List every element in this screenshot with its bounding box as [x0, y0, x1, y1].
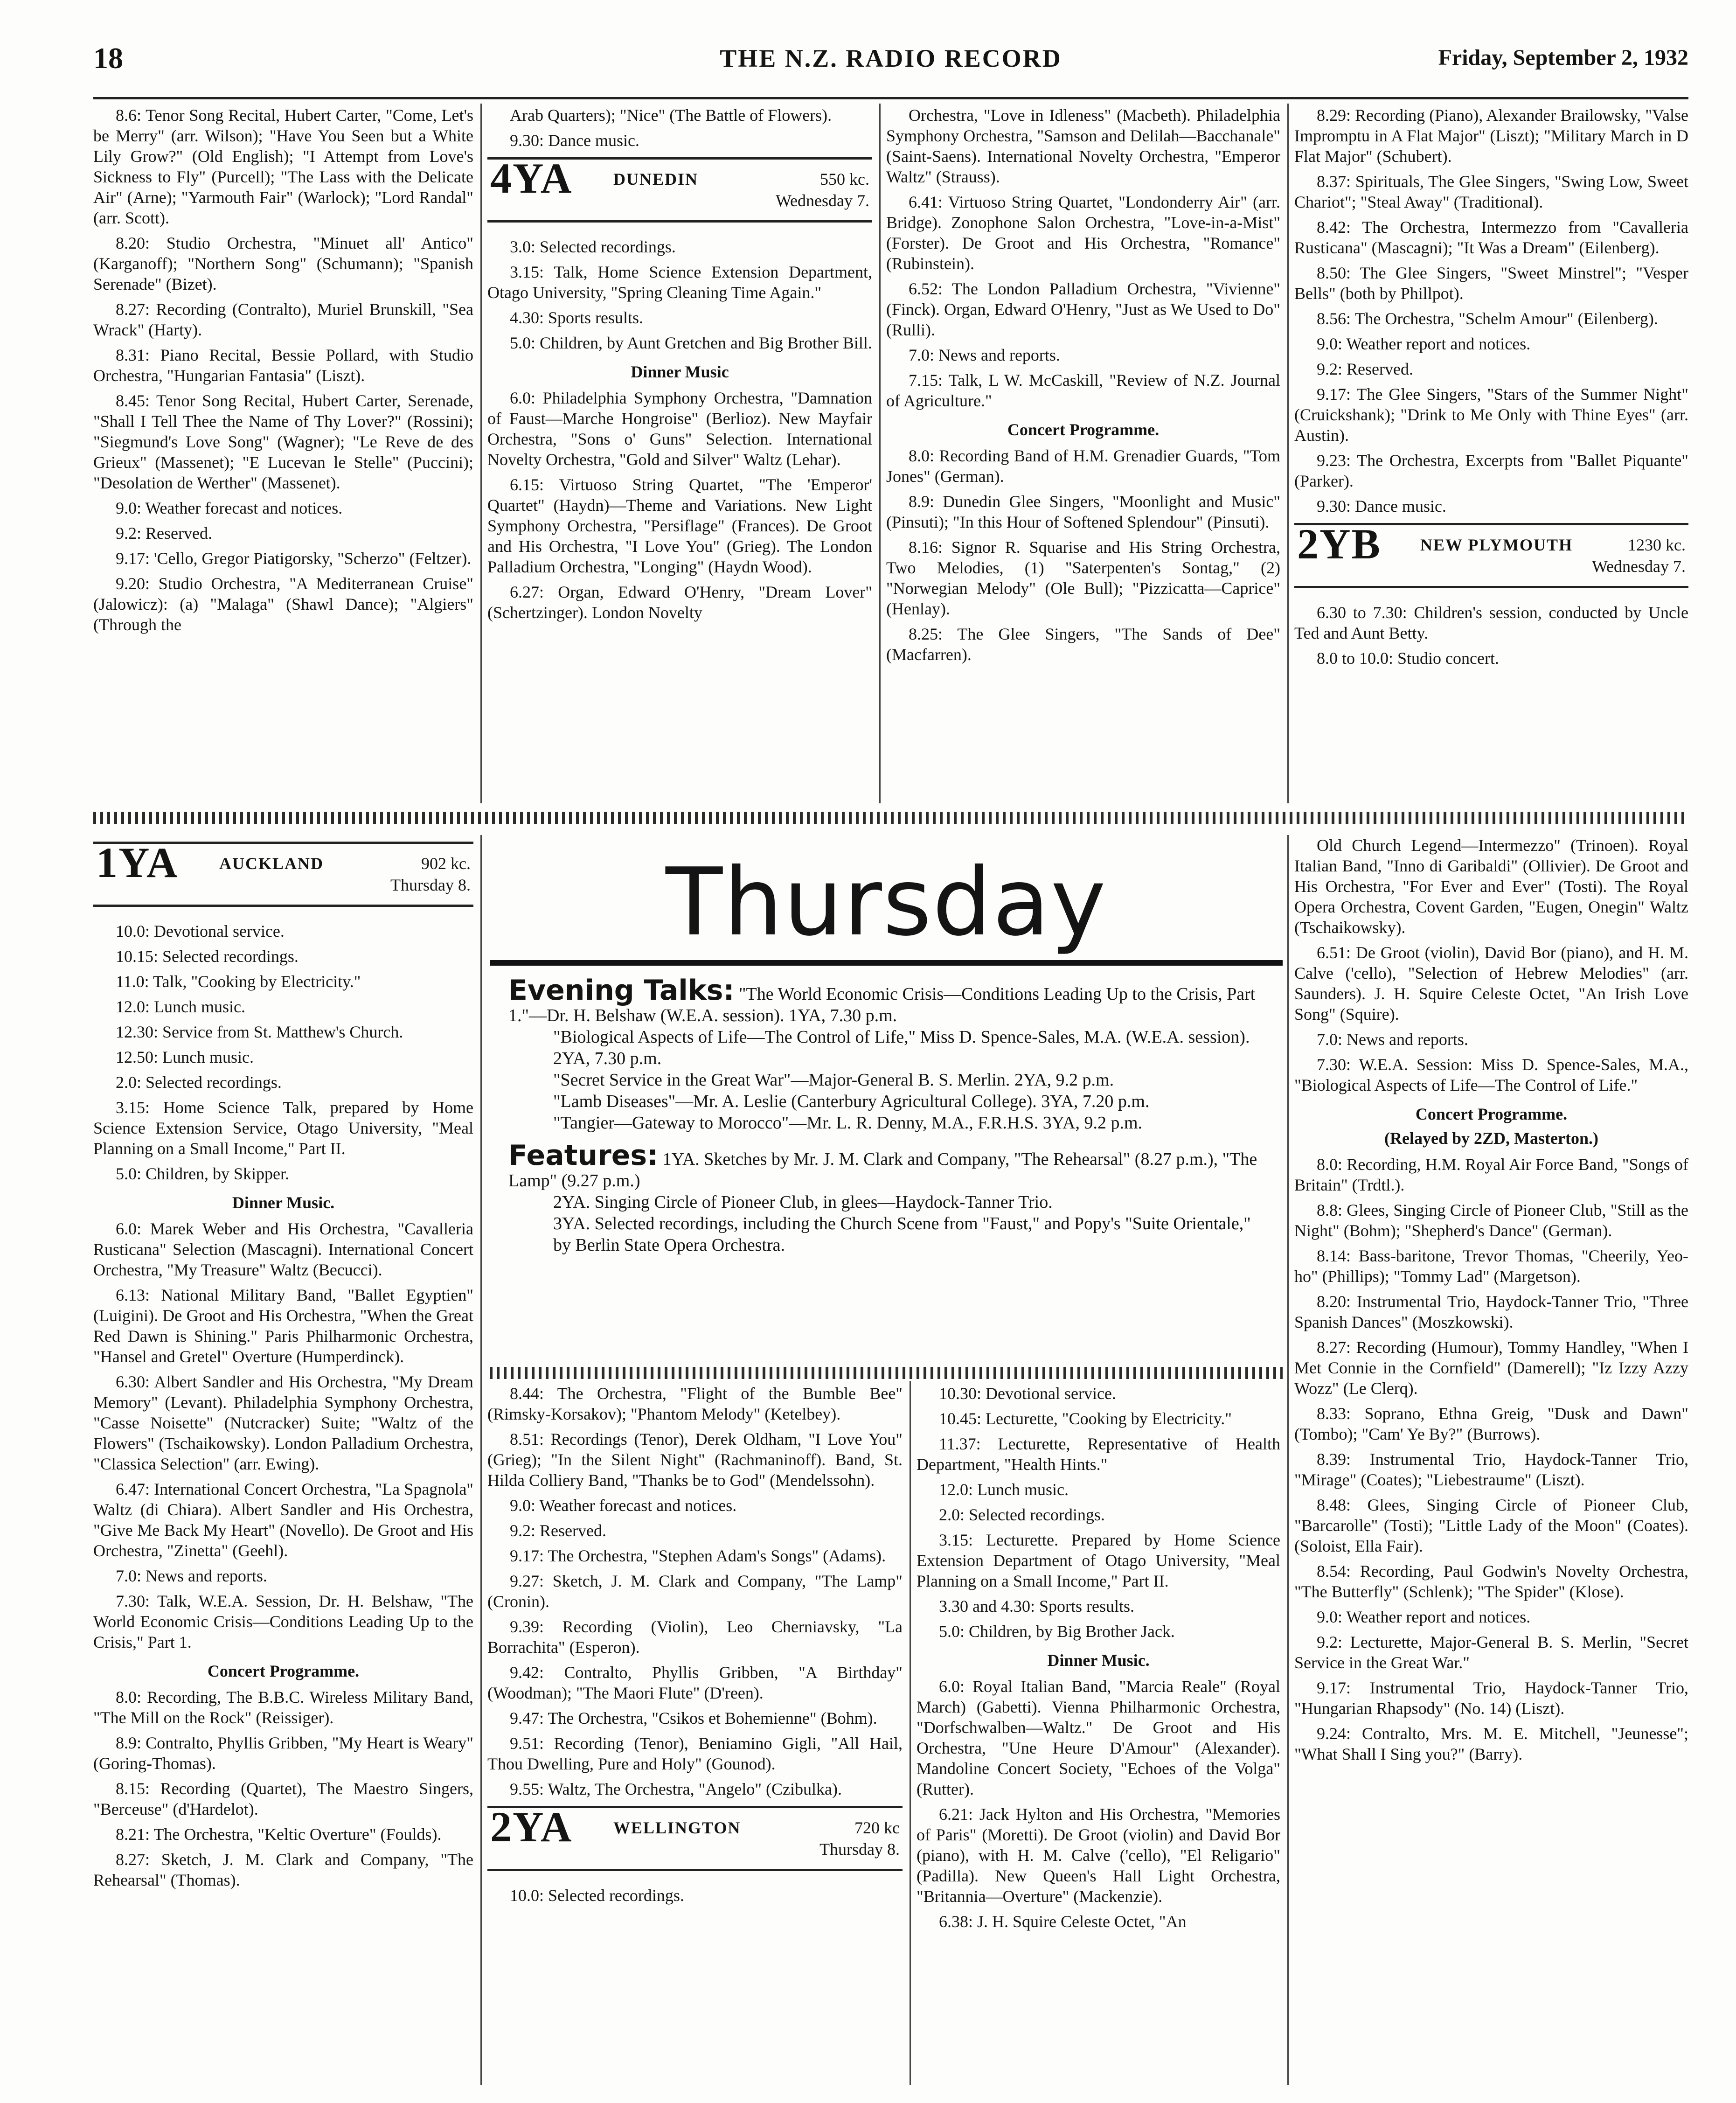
programme-item: 8.39: Instrumental Trio, Haydock-Tanner Trio, "Mirage" (Coates); "Liebestraume" (Liszt).: [1294, 1450, 1688, 1489]
wednesday-column-2: [487, 105, 872, 805]
programme-item: 3.15: Lecturette. Prepared by Home Science Extension Department of Otago University, "Meal Planning on a Small Income," Part II.: [917, 1531, 1280, 1590]
programme-item: 9.2: Lecturette, Major-General B. S. Merlin, "Secret Service in the Great War.": [1294, 1633, 1688, 1672]
programme-item: 11.0: Talk, "Cooking by Electricity.": [116, 972, 361, 991]
section-subheading: (Relayed by 2ZD, Masterton.): [1384, 1129, 1598, 1148]
programme-item: 2.0: Selected recordings.: [116, 1073, 282, 1092]
station-callsign: 2YA: [490, 1803, 573, 1851]
thursday-column-2: [487, 1383, 903, 2090]
day-title: Thursday: [666, 848, 1107, 957]
programme-item: 8.27: Sketch, J. M. Clark and Company, "The Rehearsal" (Thomas).: [93, 1850, 473, 1889]
masthead-title: THE N.Z. RADIO RECORD: [720, 44, 1062, 72]
section-heading: Dinner Music.: [232, 1193, 335, 1212]
programme-item: 8.25: The Glee Singers, "The Sands of Dee" (Macfarren).: [886, 625, 1280, 664]
talk-item: "Lamb Diseases"—Mr. A. Leslie (Canterbury Agricultural College). 3YA, 7.20 p.m.: [553, 1092, 1150, 1111]
programme-item: 3.15: Home Science Talk, prepared by Home Science Extension Service, Otago University, "Meal Planning on a Small Income," Part II.: [93, 1098, 473, 1158]
thursday-column-4: [1294, 835, 1688, 2090]
programme-item: 6.15: Virtuoso String Quartet, "The 'Emperor' Quartet" (Haydn)—Theme and Variations. New Light Symphony Orchestra, "Persiflage" (Frances). De Groot and His Orchestra, "I Love You" (Grieg). The London Palladium Orchestra, "Longing" (Haydn Wood).: [487, 475, 872, 576]
section-divider: [93, 812, 1688, 824]
programme-item: 8.20: Instrumental Trio, Haydock-Tanner Trio, "Three Spanish Dances" (Moszkowski).: [1294, 1292, 1688, 1331]
programme-item: 10.30: Devotional service.: [939, 1384, 1116, 1403]
programme-item: 8.44: The Orchestra, "Flight of the Bumble Bee" (Rimsky-Korsakov); "Phantom Melody" (Ketelbey).: [487, 1384, 903, 1423]
station-callsign: 2YB: [1297, 520, 1381, 568]
programme-item: 11.37: Lecturette, Representative of Health Department, "Health Hints.": [917, 1434, 1280, 1474]
programme-item: 9.0: Weather report and notices.: [1317, 334, 1531, 353]
programme-item: 12.30: Service from St. Matthew's Church.: [116, 1023, 403, 1041]
station-day: Wednesday 7.: [775, 191, 869, 210]
station-day: Thursday 8.: [390, 876, 471, 894]
programme-item: 9.27: Sketch, J. M. Clark and Company, "The Lamp" (Cronin).: [487, 1572, 903, 1611]
programme-item: 5.0: Children, by Aunt Gretchen and Big Brother Bill.: [510, 334, 872, 352]
programme-item: 5.0: Children, by Big Brother Jack.: [939, 1622, 1175, 1641]
talk-item: "Secret Service in the Great War"—Major-General B. S. Merlin. 2YA, 9.2 p.m.: [553, 1070, 1114, 1090]
column-divider: [480, 835, 482, 2085]
programme-item: 8.42: The Orchestra, Intermezzo from "Cavalleria Rusticana" (Mascagni); "It Was a Dream" (Eilenberg).: [1294, 218, 1688, 257]
programme-item: 2.0: Selected recordings.: [939, 1505, 1105, 1524]
programme-item: 6.47: International Concert Orchestra, "La Spagnola" Waltz (di Chiara). Albert Sandler and His Orchestra, "Give Me Back My Heart" (Novello). De Groot and His Orchestra, "Zinetta" (Geehl).: [93, 1480, 473, 1560]
programme-item: 12.0: Lunch music.: [116, 997, 245, 1016]
feature-item: 1YA. Sketches by Mr. J. M. Clark and Company, "The Rehearsal" (8.27 p.m.), "The Lamp" (9.27 p.m.): [508, 1149, 1257, 1191]
programme-item: 4.30: Sports results.: [510, 308, 644, 327]
evening-talks: [508, 974, 1269, 1026]
programme-item: 9.17: Instrumental Trio, Haydock-Tanner Trio, "Hungarian Rhapsody" (No. 14) (Liszt).: [1294, 1678, 1688, 1718]
programme-item: 9.24: Contralto, Mrs. M. E. Mitchell, "Jeunesse"; "What Shall I Sing you?" (Barry).: [1294, 1724, 1688, 1763]
station-header-2yb: [1294, 520, 1688, 588]
station-frequency: 720 kc: [854, 1818, 900, 1837]
programme-item: 8.16: Signor R. Squarise and His String Orchestra, Two Melodies, (1) "Saterpenten's Sontag," (2) "Norwegian Melody" (Ole Bull); "Pizzicatta—Caprice" (Henlay).: [886, 538, 1280, 618]
programme-item: 8.54: Recording, Paul Godwin's Novelty Orchestra, "The Butterfly" (Schlenk); "The Spider" (Klose).: [1294, 1562, 1688, 1601]
programme-item: 9.17: The Glee Singers, "Stars of the Summer Night" (Cruickshank); "Drink to Me Only with Thine Eyes" (arr. Austin).: [1294, 385, 1688, 445]
station-frequency: 1230 kc.: [1628, 536, 1686, 554]
features-label: Features:: [508, 1139, 659, 1172]
programme-item: 8.48: Glees, Singing Circle of Pioneer Club, "Barcarolle" (Tosti); "Little Lady of the Moon" (Coates). (Soloist, Ella Fair).: [1294, 1496, 1688, 1555]
programme-item: 6.30 to 7.30: Children's session, conducted by Uncle Ted and Aunt Betty.: [1294, 603, 1688, 642]
programme-item: 8.50: The Glee Singers, "Sweet Minstrel"; "Vesper Bells" (both by Phillpot).: [1294, 264, 1688, 303]
programme-item: 10.0: Selected recordings.: [510, 1886, 684, 1905]
programme-item: 9.2: Reserved.: [510, 1521, 606, 1540]
programme-item: 8.8: Glees, Singing Circle of Pioneer Club, "Still as the Night" (Bohm); "Shepherd's Dance" (German).: [1294, 1201, 1688, 1240]
talk-item: "The World Economic Crisis—Conditions Leading Up to the Crisis, Part 1."—Dr. H. Belshaw (W.E.A. session). 1YA, 7.30 p.m.: [508, 984, 1256, 1025]
programme-item: 9.20: Studio Orchestra, "A Mediterranean Cruise" (Jalowicz): (a) "Malaga" (Shawl Dance); "Algiers" (Through the: [93, 574, 473, 634]
station-city: WELLINGTON: [613, 1818, 741, 1837]
programme-item: 9.23: The Orchestra, Excerpts from "Ballet Piquante" (Parker).: [1294, 451, 1688, 490]
programme-item: 9.0: Weather forecast and notices.: [510, 1496, 737, 1515]
talk-item: "Tangier—Gateway to Morocco"—Mr. L. R. Denny, M.A., F.R.H.S. 3YA, 9.2 p.m.: [553, 1113, 1143, 1133]
station-callsign: 1YA: [96, 839, 179, 886]
column-divider: [480, 104, 482, 803]
programme-item: 8.37: Spirituals, The Glee Singers, "Swing Low, Sweet Chariot"; "Steal Away" (Traditional).: [1294, 172, 1688, 211]
features: [508, 1139, 1269, 1191]
programme-item: 8.15: Recording (Quartet), The Maestro Singers, "Berceuse" (d'Hardelot).: [93, 1779, 473, 1818]
programme-item: 8.20: Studio Orchestra, "Minuet all' Antico" (Karganoff); "Northern Song" (Schumann); "Spanish Serenade" (Bizet).: [93, 234, 473, 293]
programme-item: Orchestra, "Love in Idleness" (Macbeth). Philadelphia Symphony Orchestra, "Samson and Delilah—Bacchanale" (Saint-Saens). International Novelty Orchestra, "Emperor Waltz" (Strauss).: [886, 106, 1280, 186]
wednesday-column-1: [93, 105, 473, 805]
station-day: Wednesday 7.: [1591, 557, 1686, 576]
programme-item: 8.27: Recording (Humour), Tommy Handley, "When I Met Connie in the Cornfield" (Damerell); "Iz Izzy Azzy Wozz" (Le Clerq).: [1294, 1338, 1688, 1398]
programme-item: 6.13: National Military Band, "Ballet Egyptien" (Luigini). De Groot and His Orchestra, "When the Great Red Dawn is Shining." Paris Philharmonic Orchestra, "Hansel and Gretel" Overture (Humperdinck).: [93, 1286, 473, 1366]
programme-item: 12.50: Lunch music.: [116, 1048, 254, 1066]
station-city: NEW PLYMOUTH: [1420, 536, 1573, 554]
programme-item: 7.30: Talk, W.E.A. Session, Dr. H. Belshaw, "The World Economic Crisis—Conditions Leading Up to the Crisis," Part 1.: [93, 1592, 473, 1651]
programme-item: 8.14: Bass-baritone, Trevor Thomas, "Cheerily, Yeo-ho" (Phillips); "Tommy Lad" (Margetson).: [1294, 1246, 1688, 1286]
programme-item: 8.45: Tenor Song Recital, Hubert Carter, Serenade, "Shall I Tell Thee the Name of Thy Lover?" (Rossini); "Siegmund's Love Song" (Wagner); "Le Reve de des Grieux" (Massenet); "E Lucevan le Stelle" (Puccini); "Desolation de Werther" (Massenet).: [93, 391, 473, 492]
programme-item: Arab Quarters); "Nice" (The Battle of Flowers).: [510, 106, 832, 125]
thursday-column-3: [917, 1383, 1280, 2090]
issue-date: Friday, September 2, 1932: [1438, 45, 1688, 70]
column-divider: [1287, 104, 1289, 803]
programme-item: 9.30: Dance music.: [510, 131, 639, 150]
programme-item: 10.45: Lecturette, "Cooking by Electricity.": [939, 1409, 1232, 1428]
programme-item: 6.30: Albert Sandler and His Orchestra, "My Dream Memory" (Levant). Philadelphia Symphony Orchestra, "Casse Noisette" (Nutcracker) Suite; "Waltz of the Flowers" (Tschaikowsky). London Palladium Orchestra, "Classica Selection" (arr. Ewing).: [93, 1372, 473, 1473]
programme-item: 7.0: News and reports.: [1317, 1030, 1468, 1049]
programme-item: 6.0: Philadelphia Symphony Orchestra, "Damnation of Faust—Marche Hongroise" (Berlioz). New Mayfair Orchestra, "Sons o' Guns" Selection. International Novelty Orchestra, "Gold and Silver" Waltz (Lehar).: [487, 389, 872, 469]
programme-item: 8.0: Recording, The B.B.C. Wireless Military Band, "The Mill on the Rock" (Reissiger).: [93, 1688, 473, 1727]
column-divider: [879, 104, 881, 803]
programme-item: 6.0: Marek Weber and His Orchestra, "Cavalleria Rusticana" Selection (Mascagni). International Concert Orchestra, "My Treasure" Waltz (Becucci).: [93, 1219, 473, 1279]
banner-rule: [490, 960, 1283, 966]
programme-item: 3.0: Selected recordings.: [510, 237, 676, 256]
programme-item: 12.0: Lunch music.: [939, 1480, 1069, 1499]
evening-talks-label: Evening Talks:: [508, 974, 735, 1007]
programme-item: 8.9: Contralto, Phyllis Gribben, "My Heart is Weary" (Goring-Thomas).: [93, 1734, 473, 1773]
programme-item: 9.2: Reserved.: [1317, 360, 1413, 378]
station-frequency: 550 kc.: [820, 170, 869, 188]
header-rule: [93, 97, 1688, 99]
talk-item: "Biological Aspects of Life—The Control of Life," Miss D. Spence-Sales, M.A. (W.E.A. session). 2YA, 7.30 p.m.: [553, 1027, 1250, 1068]
programme-item: 8.0: Recording Band of H.M. Grenadier Guards, "Tom Jones" (German).: [886, 446, 1280, 486]
programme-item: Old Church Legend—Intermezzo" (Trinoen). Royal Italian Band, "Inno di Garibaldi" (Ollivier). De Groot and His Orchestra, "For Ever and Ever" (Tosti). The Royal Opera Orchestra, Covent Garden, "Eugen, Onegin" Waltz (Tschaikowsky).: [1294, 836, 1688, 937]
column-divider: [910, 1381, 911, 2085]
section-heading: Dinner Music: [631, 362, 729, 381]
page-number: 18: [93, 42, 123, 75]
programme-item: 8.21: The Orchestra, "Keltic Overture" (Foulds).: [116, 1825, 442, 1844]
programme-item: 8.0 to 10.0: Studio concert.: [1317, 649, 1499, 668]
station-header-2ya: [487, 1803, 903, 1871]
wednesday-column-3: [886, 105, 1280, 805]
station-city: DUNEDIN: [613, 170, 699, 188]
programme-item: 6.41: Virtuoso String Quartet, "Londonderry Air" (arr. Bridge). Zonophone Salon Orchestra, "Love-in-a-Mist" (Forster). De Groot and His Orchestra, "Romance" (Rubinstein).: [886, 193, 1280, 273]
programme-item: 9.0: Weather forecast and notices.: [116, 499, 343, 517]
station-header-1ya: [93, 839, 473, 907]
station-frequency: 902 kc.: [421, 854, 471, 873]
thursday-column-1: [93, 835, 473, 2090]
programme-item: 7.30: W.E.A. Session: Miss D. Spence-Sales, M.A., "Biological Aspects of Life—The Control of Life.": [1294, 1055, 1688, 1094]
section-heading: Concert Programme.: [1007, 420, 1160, 439]
programme-item: 6.0: Royal Italian Band, "Marcia Reale" (Royal March) (Gabetti). Vienna Philharmonic Orchestra, "Dorfschwalben—Waltz." De Groot and His Orchestra, "Une Heure D'Amour" (Alexander). Mandoline Concert Society, "Echoes of the Volga" (Rutter).: [917, 1677, 1280, 1798]
station-header-4ya: [487, 154, 872, 223]
programme-item: 9.42: Contralto, Phyllis Gribben, "A Birthday" (Woodman); "The Maori Flute" (D'reen).: [487, 1663, 903, 1702]
highlights-box: [508, 974, 1269, 1256]
programme-item: 9.17: 'Cello, Gregor Piatigorsky, "Scherzo" (Feltzer).: [116, 549, 472, 568]
programme-item: 8.33: Soprano, Ethna Greig, "Dusk and Dawn" (Tombo); "Cam' Ye By?" (Burrows).: [1294, 1404, 1688, 1443]
programme-item: 6.51: De Groot (violin), David Bor (piano), and H. M. Calve ('cello), "Selection of Hebrew Melodies" (arr. Saunders). J. H. Squire Celeste Octet, "An Irish Love Song" (Squire).: [1294, 943, 1688, 1024]
feature-item: 2YA. Singing Circle of Pioneer Club, in glees—Haydock-Tanner Trio.: [553, 1192, 1053, 1212]
station-callsign: 4YA: [490, 154, 573, 202]
programme-item: 6.27: Organ, Edward O'Henry, "Dream Lover" (Schertzinger). London Novelty: [487, 583, 872, 622]
programme-item: 9.2: Reserved.: [116, 524, 212, 543]
programme-item: 10.15: Selected recordings.: [116, 947, 299, 966]
station-city: AUCKLAND: [219, 854, 324, 873]
programme-item: 8.27: Recording (Contralto), Muriel Brunskill, "Sea Wrack" (Harty).: [93, 300, 473, 339]
section-divider: [490, 1367, 1283, 1379]
programme-item: 7.0: News and reports.: [909, 346, 1060, 364]
wednesday-column-4: [1294, 105, 1688, 805]
section-heading: Concert Programme.: [207, 1662, 360, 1680]
programme-item: 6.38: J. H. Squire Celeste Octet, "An: [939, 1912, 1187, 1931]
programme-item: 9.55: Waltz, The Orchestra, "Angelo" (Czibulka).: [510, 1780, 842, 1798]
programme-item: 3.30 and 4.30: Sports results.: [939, 1597, 1134, 1616]
programme-item: 6.21: Jack Hylton and His Orchestra, "Memories of Paris" (Moretti). De Groot (violin) and David Bor (piano), with H. M. Calve ('cello), "El Religario" (Padilla). New Queen's Hall Light Orchestra, "Britannia—Overture" (Mackenzie).: [917, 1805, 1280, 1906]
programme-item: 10.0: Devotional service.: [116, 922, 285, 940]
programme-item: 3.15: Talk, Home Science Extension Department, Otago University, "Spring Cleaning Time Again.": [487, 263, 872, 302]
programme-item: 6.52: The London Palladium Orchestra, "Vivienne" (Finck). Organ, Edward O'Henry, "Just as We Used to Do" (Rulli).: [886, 279, 1280, 339]
section-heading: Dinner Music.: [1047, 1651, 1150, 1670]
programme-item: 8.0: Recording, H.M. Royal Air Force Band, "Songs of Britain" (Trdtl.).: [1294, 1155, 1688, 1194]
page-header: [93, 41, 1688, 83]
programme-item: 9.39: Recording (Violin), Leo Cherniavsky, "La Borrachita" (Esperon).: [487, 1617, 903, 1657]
station-day: Thursday 8.: [819, 1840, 900, 1859]
programme-item: 8.51: Recordings (Tenor), Derek Oldham, "I Love You" (Grieg); "In the Silent Night" (Rachmaninoff). Band, St. Hilda Colliery Band, "Thanks be to God" (Mendelssohn).: [487, 1430, 903, 1490]
programme-item: 9.0: Weather report and notices.: [1317, 1608, 1531, 1626]
programme-item: 9.47: The Orchestra, "Csikos et Bohemienne" (Bohm).: [510, 1709, 877, 1727]
programme-item: 8.31: Piano Recital, Bessie Pollard, with Studio Orchestra, "Hungarian Fantasia" (Liszt).: [93, 346, 473, 385]
programme-item: 9.30: Dance music.: [1317, 497, 1446, 515]
feature-item: 3YA. Selected recordings, including the Church Scene from "Faust," and Popy's "Suite Orientale," by Berlin State Opera Orchestra.: [553, 1214, 1251, 1255]
programme-item: 9.17: The Orchestra, "Stephen Adam's Songs" (Adams).: [510, 1546, 886, 1565]
programme-item: 5.0: Children, by Skipper.: [116, 1164, 289, 1183]
programme-item: 8.56: The Orchestra, "Schelm Amour" (Eilenberg).: [1317, 309, 1658, 328]
programme-item: 8.9: Dunedin Glee Singers, "Moonlight and Music" (Pinsuti); "In this Hour of Softened Splendour" (Pinsuti).: [886, 492, 1280, 531]
programme-item: 7.0: News and reports.: [116, 1567, 267, 1585]
column-divider: [1287, 835, 1289, 2085]
programme-item: 8.29: Recording (Piano), Alexander Brailowsky, "Valse Impromptu in A Flat Major" (Liszt); "Military March in D Flat Major" (Schubert).: [1294, 106, 1688, 166]
programme-item: 7.15: Talk, L W. McCaskill, "Review of N.Z. Journal of Agriculture.": [886, 371, 1280, 410]
programme-item: 9.51: Recording (Tenor), Beniamino Gigli, "All Hail, Thou Dwelling, Pure and Holy" (Gounod).: [487, 1734, 903, 1773]
section-heading: Concert Programme.: [1415, 1105, 1568, 1123]
programme-item: 8.6: Tenor Song Recital, Hubert Carter, "Come, Let's be Merry" (arr. Wilson); "Have You Seen but a White Lily Grow?" (Old English); "I Attempt from Love's Sickness to Fly" (Purcell); "The Lass with the Delicate Air" (Arne); "Yarmouth Fair" (Warlock); "Lord Randal" (arr. Scott).: [93, 106, 473, 227]
